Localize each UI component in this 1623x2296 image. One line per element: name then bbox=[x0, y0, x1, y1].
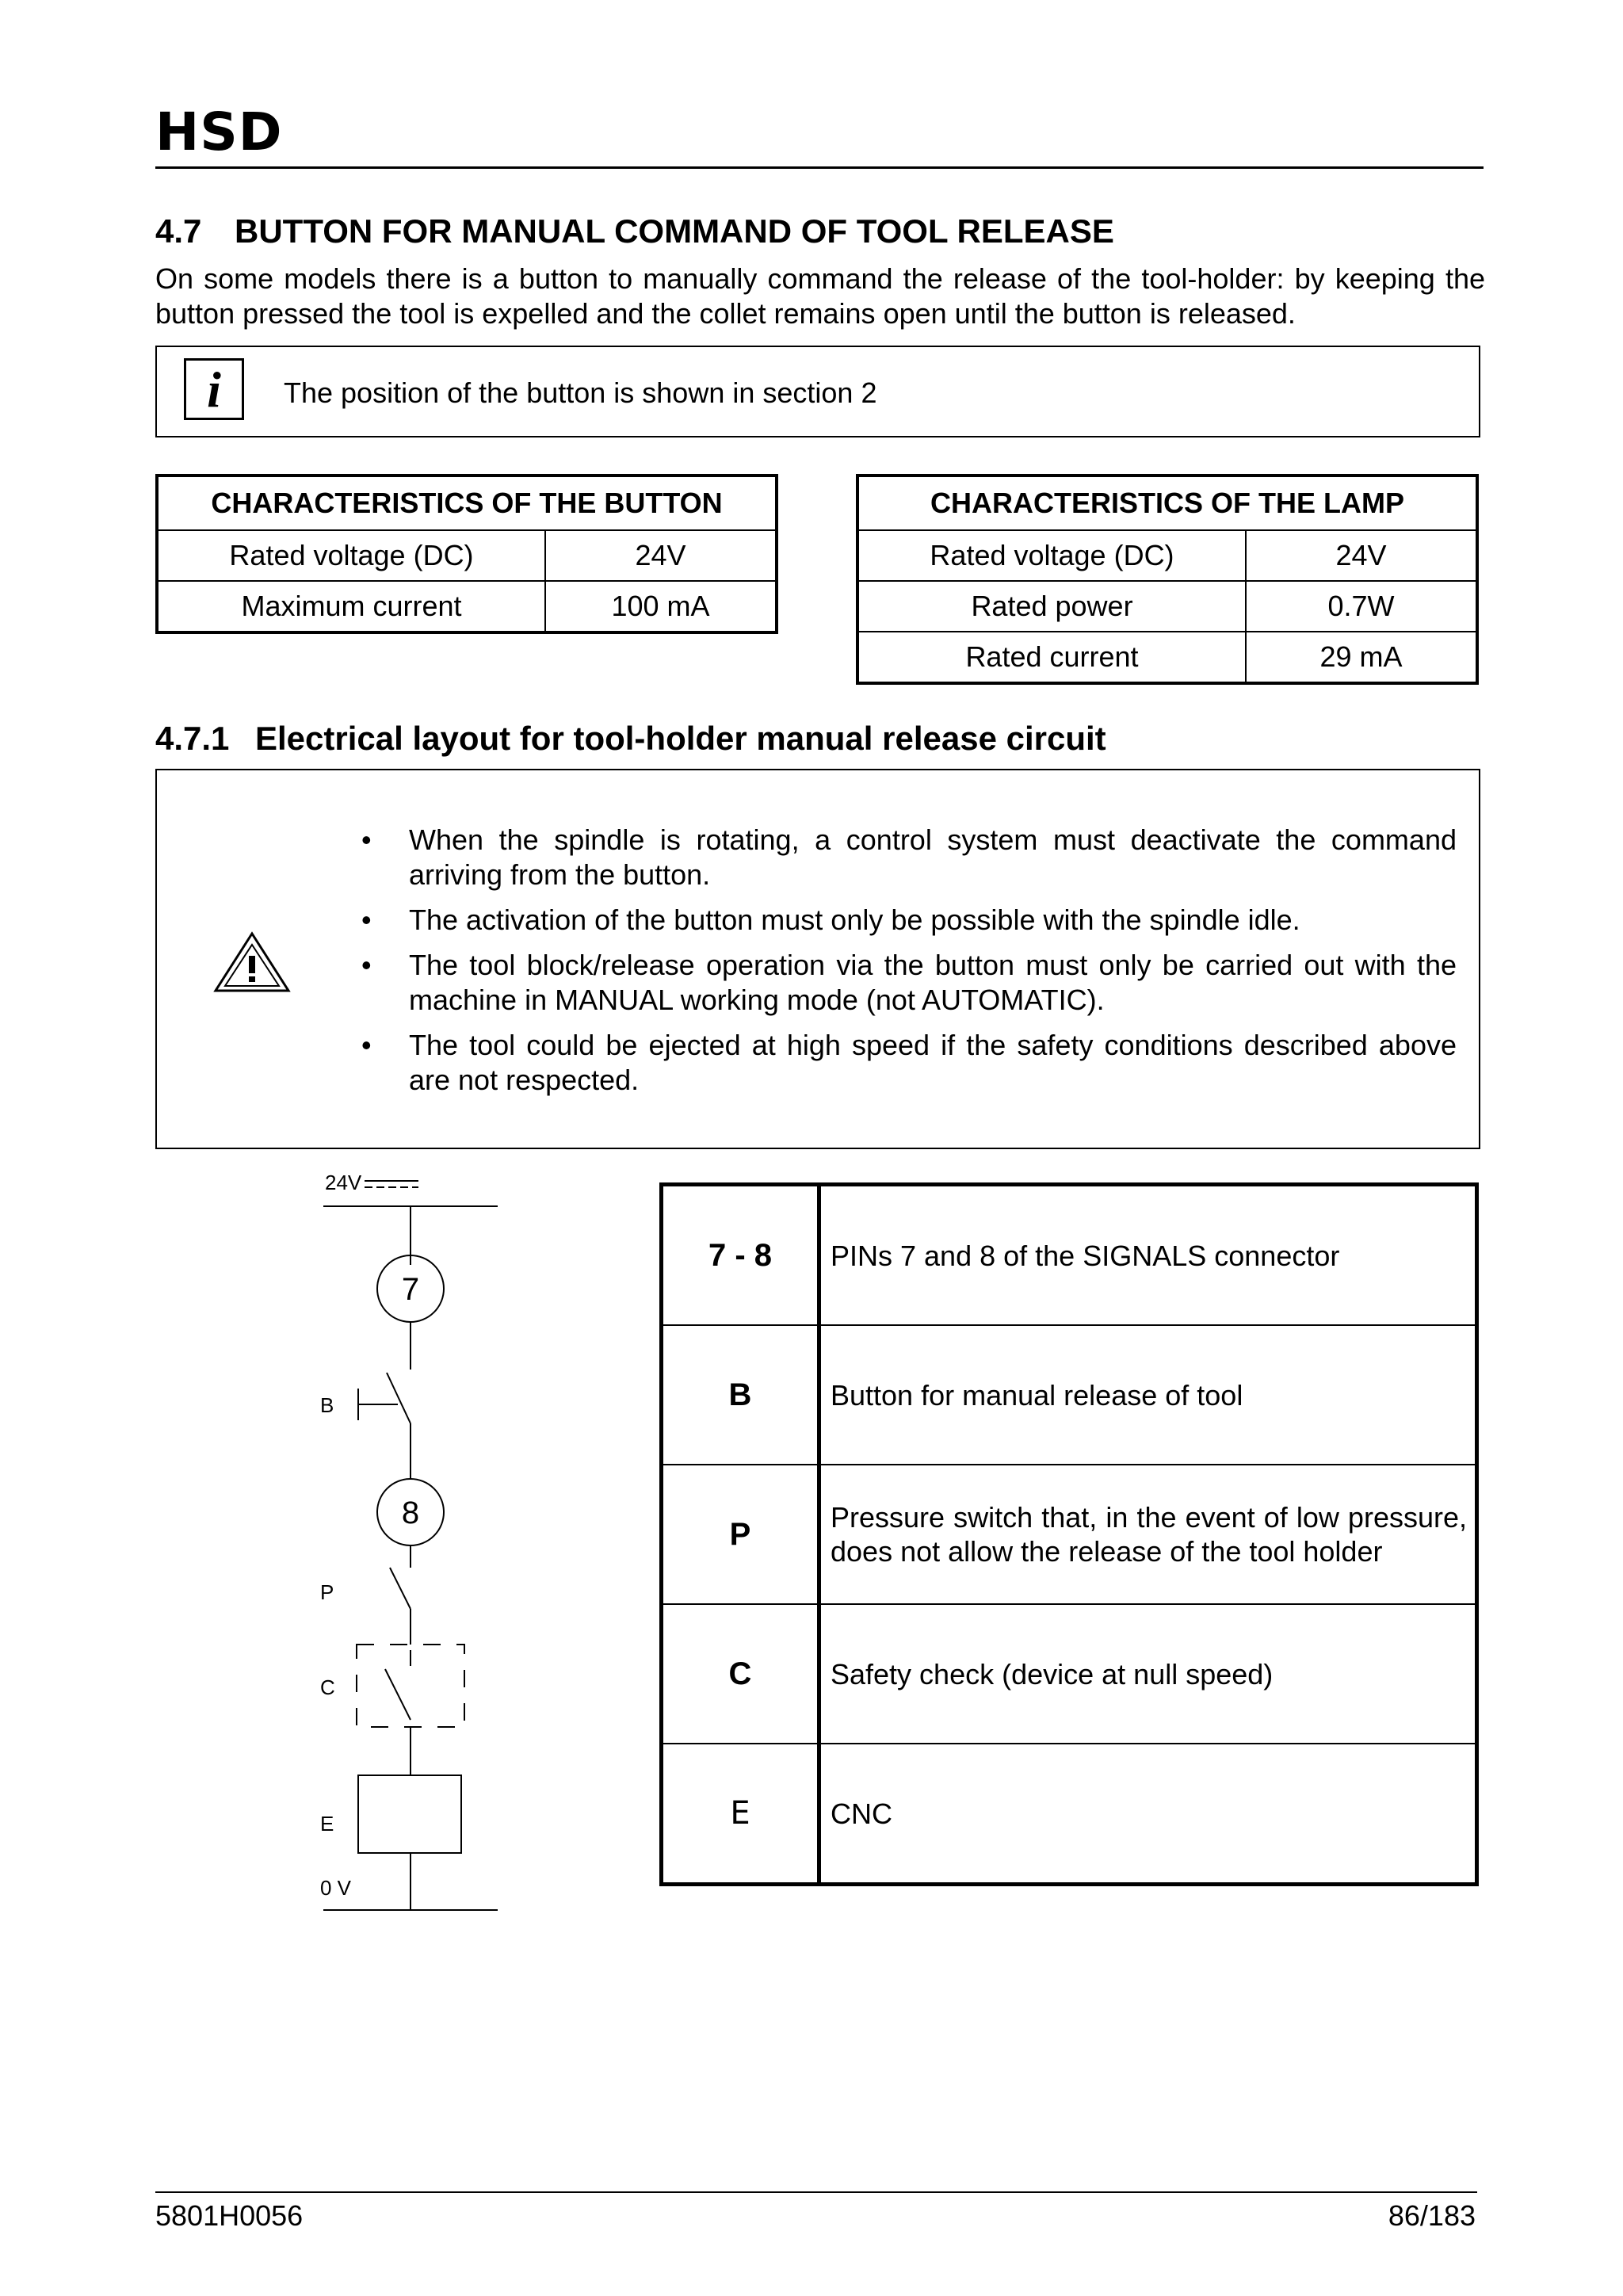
list-item: • The tool could be ejected at high speed if the safety conditions described above are not respected. bbox=[361, 1029, 1457, 1096]
label-b: B bbox=[320, 1393, 334, 1417]
table-cell-label: Maximum current bbox=[157, 581, 545, 632]
table-row bbox=[857, 632, 1477, 683]
warning-box bbox=[155, 769, 1480, 1149]
label-p: P bbox=[320, 1580, 334, 1604]
info-note bbox=[155, 346, 1480, 437]
table-cell-value: 100 mA bbox=[545, 581, 777, 632]
button-characteristics-table bbox=[155, 474, 778, 634]
info-icon: i bbox=[184, 358, 244, 420]
table-row bbox=[857, 581, 1477, 632]
document-code: 5801H0056 bbox=[155, 2199, 304, 2232]
label-c: C bbox=[320, 1675, 335, 1699]
label-e: E bbox=[320, 1812, 334, 1836]
table-cell-label: Rated current bbox=[857, 632, 1246, 683]
table-row bbox=[857, 530, 1477, 581]
intro-paragraph: On some models there is a button to manually command the release of the tool-holder: by keeping the button pressed the tool is expelled and the collet remains open until the button is released. bbox=[155, 262, 1485, 330]
legend-description: CNC bbox=[819, 1744, 1477, 1885]
subsection-heading bbox=[155, 720, 1106, 758]
section-heading bbox=[155, 212, 1114, 250]
subsection-number: 4.7.1 bbox=[155, 720, 230, 757]
legend-description: Safety check (device at null speed) bbox=[819, 1604, 1477, 1744]
legend-code: P bbox=[662, 1465, 819, 1604]
pin-8-label: 8 bbox=[401, 1496, 420, 1530]
info-note-text: The position of the button is shown in section 2 bbox=[284, 376, 877, 409]
safety-check-symbol bbox=[357, 1645, 464, 1727]
list-item: • When the spindle is rotating, a control system must deactivate the command arriving from the button. bbox=[361, 823, 1457, 891]
table-cell-label: Rated power bbox=[857, 581, 1246, 632]
table-row bbox=[662, 1465, 1477, 1604]
button-switch-symbol bbox=[358, 1373, 411, 1423]
table-row bbox=[157, 581, 777, 632]
warning-list bbox=[355, 823, 1457, 1108]
cnc-load-block bbox=[358, 1775, 461, 1853]
list-item: • The activation of the button must only be possible with the spindle idle. bbox=[361, 904, 1300, 936]
table-cell-value: 29 mA bbox=[1246, 632, 1477, 683]
legend-code: B bbox=[662, 1325, 819, 1465]
table-cell-value: 0.7W bbox=[1246, 581, 1477, 632]
ground-label: 0 V bbox=[320, 1876, 352, 1900]
legend-code: C bbox=[662, 1604, 819, 1744]
section-title: BUTTON FOR MANUAL COMMAND OF TOOL RELEASE bbox=[235, 212, 1114, 250]
table-header: CHARACTERISTICS OF THE LAMP bbox=[857, 476, 1477, 530]
legend-code: E bbox=[662, 1744, 819, 1885]
list-item: • The tool block/release operation via the button must only be carried out with the machine in MANUAL working mode (not AUTOMATIC). bbox=[361, 949, 1457, 1016]
pressure-switch-symbol bbox=[390, 1568, 411, 1609]
legend-description: PINs 7 and 8 of the SIGNALS connector bbox=[819, 1185, 1477, 1326]
table-cell-label: Rated voltage (DC) bbox=[157, 530, 545, 581]
legend-description: Button for manual release of tool bbox=[819, 1325, 1477, 1465]
table-row bbox=[662, 1185, 1477, 1326]
table-header: CHARACTERISTICS OF THE BUTTON bbox=[157, 476, 777, 530]
circuit-legend-table bbox=[659, 1182, 1479, 1886]
table-row bbox=[662, 1604, 1477, 1744]
supply-label: 24V bbox=[325, 1171, 362, 1194]
company-logo: HSD bbox=[155, 101, 283, 162]
subsection-title: Electrical layout for tool-holder manual release circuit bbox=[255, 720, 1106, 757]
circuit-diagram bbox=[301, 1165, 523, 1926]
table-row bbox=[157, 530, 777, 581]
table-row bbox=[662, 1744, 1477, 1885]
section-number: 4.7 bbox=[155, 212, 202, 250]
page-number: 86/183 bbox=[1388, 2199, 1476, 2232]
legend-code: 7 - 8 bbox=[662, 1185, 819, 1326]
lamp-characteristics-table bbox=[856, 474, 1479, 685]
table-cell-label: Rated voltage (DC) bbox=[857, 530, 1246, 581]
footer-divider bbox=[155, 2191, 1477, 2193]
header-divider bbox=[155, 166, 1484, 169]
table-cell-value: 24V bbox=[1246, 530, 1477, 581]
table-row bbox=[662, 1325, 1477, 1465]
table-cell-value: 24V bbox=[545, 530, 777, 581]
pin-7-label: 7 bbox=[401, 1272, 420, 1307]
warning-icon bbox=[212, 929, 292, 995]
legend-description: Pressure switch that, in the event of low pressure, does not allow the release of the tool holder bbox=[819, 1465, 1477, 1604]
